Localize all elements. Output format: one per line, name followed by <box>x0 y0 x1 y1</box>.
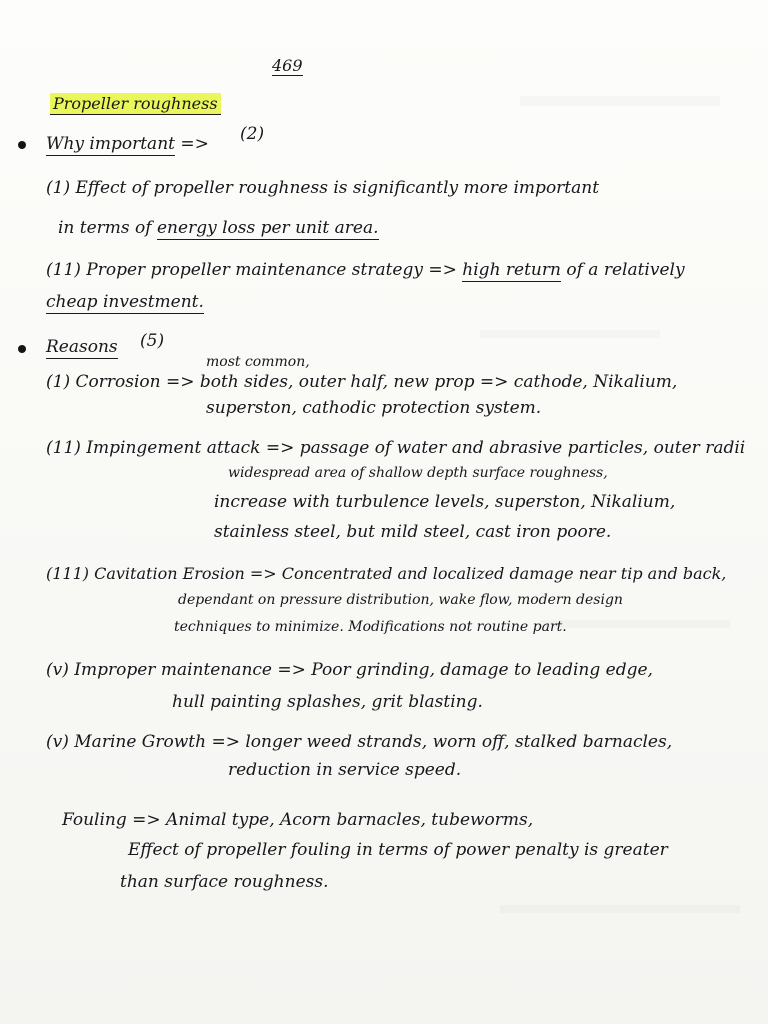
why-heading <box>46 136 209 153</box>
reason-1-note: most common, <box>206 354 310 370</box>
why-point-2-line-1 <box>46 262 685 279</box>
reason-2-line-3: increase with turbulence levels, superston, Nikalium, <box>214 492 676 512</box>
reason-2-line-1: (11) Impingement attack => passage of water and abrasive particles, outer radii <box>46 438 746 458</box>
why-heading-label: Why important <box>46 134 175 154</box>
why-point-1-line-1: (1) Effect of propeller roughness is significantly more important <box>46 178 600 198</box>
why-point-1-prefix: in terms of <box>58 218 152 238</box>
fouling-line-3: than surface roughness. <box>120 872 329 892</box>
reason-4-line-2: hull painting splashes, grit blasting. <box>172 692 483 712</box>
reason-2-line-2: widespread area of shallow depth surface roughness, <box>228 465 608 481</box>
bullet-reasons <box>18 345 26 353</box>
reasons-count: (5) <box>140 331 165 351</box>
page-number: 469 <box>272 56 303 75</box>
high-return-underlined: high return <box>462 260 561 280</box>
reason-2-line-4: stainless steel, but mild steel, cast iron poore. <box>214 522 612 542</box>
why-count: (2) <box>240 124 265 144</box>
why-point-1-line-2 <box>58 220 379 237</box>
bullet-why <box>18 141 26 149</box>
why-arrow: => <box>180 134 209 154</box>
why-point-2-suffix: of a relatively <box>566 260 685 280</box>
reason-5-line-2: reduction in service speed. <box>228 760 462 780</box>
reason-3-line-1: (111) Cavitation Erosion => Concentrated and localized damage near tip and back, <box>46 564 727 583</box>
reasons-heading-label: Reasons <box>46 337 118 357</box>
fouling-line-1: Fouling => Animal type, Acorn barnacles, tubeworms, <box>62 810 534 830</box>
why-point-2-arrow: => <box>428 260 457 280</box>
energy-loss-underlined: energy loss per unit area. <box>157 218 379 238</box>
fouling-line-2: Effect of propeller fouling in terms of power penalty is greater <box>128 840 668 860</box>
reason-3-line-3: techniques to minimize. Modifications not routine part. <box>174 619 567 635</box>
why-point-2-line-2 <box>46 294 204 311</box>
why-point-2-prefix: (11) Proper propeller maintenance strategy <box>46 260 423 280</box>
title-highlight: Propeller roughness <box>50 93 221 115</box>
reason-1-line-2: superston, cathodic protection system. <box>206 398 542 418</box>
cheap-investment-underlined: cheap investment. <box>46 292 204 312</box>
reason-4-line-1: (v) Improper maintenance => Poor grinding, damage to leading edge, <box>46 660 653 680</box>
page-title <box>50 96 221 112</box>
reason-1-line-1: (1) Corrosion => both sides, outer half, new prop => cathode, Nikalium, <box>46 372 678 392</box>
reason-5-line-1: (v) Marine Growth => longer weed strands, worn off, stalked barnacles, <box>46 732 673 752</box>
reasons-heading <box>46 339 118 356</box>
reason-3-line-2: dependant on pressure distribution, wake flow, modern design <box>178 592 623 608</box>
